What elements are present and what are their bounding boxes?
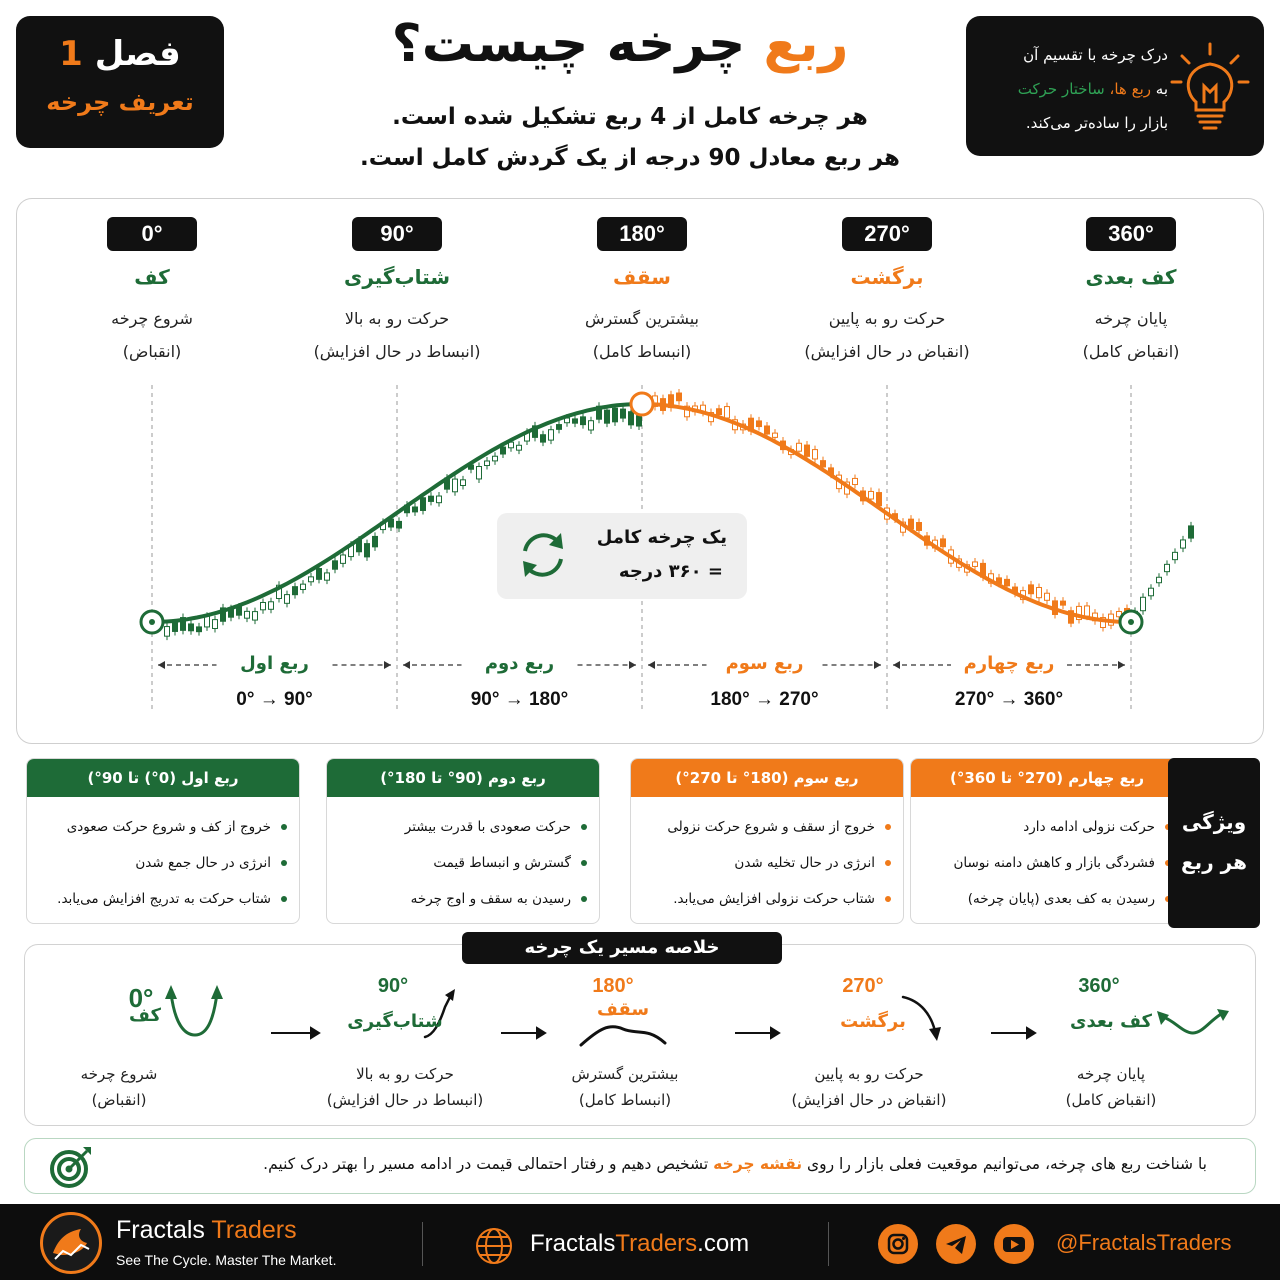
stage-name: کف bbox=[134, 265, 170, 289]
subtitle-line-2: هر ربع معادل 90 درجه از یک گردش کامل است. bbox=[359, 145, 900, 171]
list-item: انرژی در حال جمع شدن bbox=[37, 845, 287, 881]
telegram-icon[interactable] bbox=[936, 1224, 976, 1264]
stage-name: سقف bbox=[613, 265, 671, 289]
peak-marker bbox=[631, 393, 653, 415]
quarter-characteristics-card bbox=[326, 758, 600, 924]
social-handle[interactable]: @FractalsTraders bbox=[1056, 1230, 1232, 1255]
stage-description-note: (انبساط کامل) bbox=[592, 342, 692, 361]
list-item: خروج از کف و شروع حرکت صعودی bbox=[37, 809, 287, 845]
stage-degree-badge: 360° bbox=[1086, 217, 1176, 251]
title-main: چرخه چیست؟ bbox=[391, 14, 746, 74]
list-item: حرکت صعودی با قدرت بیشتر bbox=[337, 809, 587, 845]
chapter-topic: تعریف چرخه bbox=[46, 88, 194, 116]
quarter-label: ربع دوم bbox=[484, 653, 555, 674]
list-item: رسیدن به کف بعدی (پایان چرخه) bbox=[921, 881, 1171, 917]
list-item: شتاب حرکت به تدریج افزایش می‌یابد. bbox=[37, 881, 287, 917]
summary-step-degree: 180° bbox=[592, 975, 634, 997]
list-item: رسیدن به سقف و اوج چرخه bbox=[337, 881, 587, 917]
stage-description: شروع چرخه bbox=[111, 309, 193, 328]
brand-logo bbox=[40, 1212, 102, 1274]
summary-step-degree: 270° bbox=[842, 975, 884, 997]
full-cycle-box: یک چرخه کامل = ۳۶۰ درجه bbox=[497, 513, 747, 599]
stage-description: حرکت رو به بالا bbox=[344, 309, 450, 328]
list-item: انرژی در حال تخلیه شدن bbox=[641, 845, 891, 881]
stage-description-note: (انقباض کامل) bbox=[1082, 342, 1180, 361]
footer bbox=[0, 1204, 1280, 1280]
stage-name: کف بعدی bbox=[1085, 265, 1177, 289]
summary-step-degree: 90° bbox=[377, 975, 409, 997]
stage-degree-badge: 180° bbox=[597, 217, 687, 251]
cycle-diagram-panel bbox=[16, 198, 1264, 744]
subtitle-line-1: هر چرخه کامل از 4 ربع تشکیل شده است. bbox=[392, 104, 868, 130]
target-icon bbox=[49, 1145, 93, 1189]
chapter-label: فصل 1 bbox=[59, 34, 181, 74]
summary-step-description: شروع چرخه (انقباض) bbox=[80, 1065, 158, 1109]
quarter-label: ربع اول bbox=[240, 653, 309, 674]
globe-icon bbox=[474, 1226, 514, 1266]
stage-description-note: (انقباض) bbox=[122, 342, 182, 361]
instagram-icon[interactable] bbox=[878, 1224, 918, 1264]
refresh-cycle-icon bbox=[515, 527, 571, 583]
summary-step-name: سقف bbox=[596, 999, 650, 1020]
summary-step-degree: 0° bbox=[128, 983, 154, 1013]
stage-description-note: (انقباض در حال افزایش) bbox=[804, 342, 970, 361]
list-item: خروج از سقف و شروع حرکت نزولی bbox=[641, 809, 891, 845]
quarter-label: ربع سوم bbox=[725, 653, 804, 674]
brand-slogan: See The Cycle. Master The Market. bbox=[116, 1252, 337, 1268]
summary-step-name: کف بعدی bbox=[1070, 1011, 1152, 1032]
tip-box bbox=[966, 16, 1264, 156]
tip-text: درک چرخه با تقسیم آن به ربع ها، ساختار حرکت بازار را ساده‌تر می‌کند. bbox=[1017, 46, 1168, 132]
stage-degree-badge: 90° bbox=[352, 217, 442, 251]
summary-title: خلاصه مسیر یک چرخه bbox=[462, 932, 782, 964]
quarter-characteristics-card bbox=[630, 758, 904, 924]
lightbulb-icon bbox=[1170, 42, 1250, 134]
summary-step-name: کف bbox=[129, 1005, 161, 1026]
stage-name: شتاب‌گیری bbox=[343, 265, 450, 289]
page-title bbox=[300, 14, 940, 74]
summary-step-name: شتاب‌گیری bbox=[347, 1011, 443, 1032]
chapter-badge bbox=[16, 16, 224, 148]
stage-degree-badge: 270° bbox=[842, 217, 932, 251]
card-title: ربع سوم (180° تا 270°) bbox=[631, 759, 903, 797]
website-link[interactable]: FractalsTraders.com bbox=[530, 1230, 750, 1257]
card-title: ربع اول (0°) تا 90°) bbox=[27, 759, 299, 797]
quarter-characteristics-card bbox=[26, 758, 300, 924]
stage-name: برگشت bbox=[850, 265, 924, 289]
card-title: ربع چهارم (270° تا 360°) bbox=[911, 759, 1183, 797]
quarter-degree-range: 90° → 180° bbox=[470, 689, 569, 710]
summary-step-description: پایان چرخه (انقباض کامل) bbox=[1065, 1065, 1157, 1109]
card-title: ربع دوم (90° تا 180°) bbox=[327, 759, 599, 797]
youtube-icon[interactable] bbox=[994, 1224, 1034, 1264]
summary-step-description: بیشترین گسترش (انبساط کامل) bbox=[571, 1065, 679, 1109]
brand-name: Fractals Traders bbox=[116, 1216, 297, 1244]
stage-description-note: (انبساط در حال افزایش) bbox=[313, 342, 481, 361]
list-item: حرکت نزولی ادامه دارد bbox=[921, 809, 1171, 845]
quarter-degree-range: 270° → 360° bbox=[954, 689, 1064, 710]
stage-degree-badge: 0° bbox=[107, 217, 197, 251]
stage-description: پایان چرخه bbox=[1094, 309, 1168, 328]
list-item: شتاب حرکت نزولی افزایش می‌یابد. bbox=[641, 881, 891, 917]
summary-step-description: حرکت رو به بالا (انبساط در حال افزایش) bbox=[326, 1065, 484, 1109]
summary-step-description: حرکت رو به پایین (انقباض در حال افزایش) bbox=[791, 1065, 947, 1109]
summary-step-name: برگشت bbox=[840, 1011, 906, 1032]
stage-description: بیشترین گسترش bbox=[584, 309, 699, 328]
conclusion-bar bbox=[24, 1138, 1256, 1194]
list-item: گسترش و انبساط قیمت bbox=[337, 845, 587, 881]
title-highlight: ربع bbox=[763, 14, 849, 74]
quarter-degree-range: 180° → 270° bbox=[710, 689, 819, 710]
conclusion-text: با شناخت ربع ‌های چرخه، می‌توانیم موقعیت فعلی بازار را روی نقشه چرخه تشخیص دهیم و رفتار احتمالی قیمت در ادامه مسیر را بهتر درک کنیم. bbox=[263, 1155, 1207, 1173]
peak-shape-icon bbox=[581, 1027, 665, 1045]
summary-panel bbox=[24, 944, 1256, 1126]
quarter-label: ربع چهارم bbox=[963, 653, 1055, 674]
list-item: فشردگی بازار و کاهش دامنه نوسان bbox=[921, 845, 1171, 881]
summary-step-degree: 360° bbox=[1078, 975, 1120, 997]
quarter-characteristics-card bbox=[910, 758, 1184, 924]
stage-description: حرکت رو به پایین bbox=[828, 309, 946, 328]
quarter-degree-range: 0° → 90° bbox=[236, 689, 313, 710]
feature-label: ویژگی هر ربع bbox=[1168, 758, 1260, 928]
